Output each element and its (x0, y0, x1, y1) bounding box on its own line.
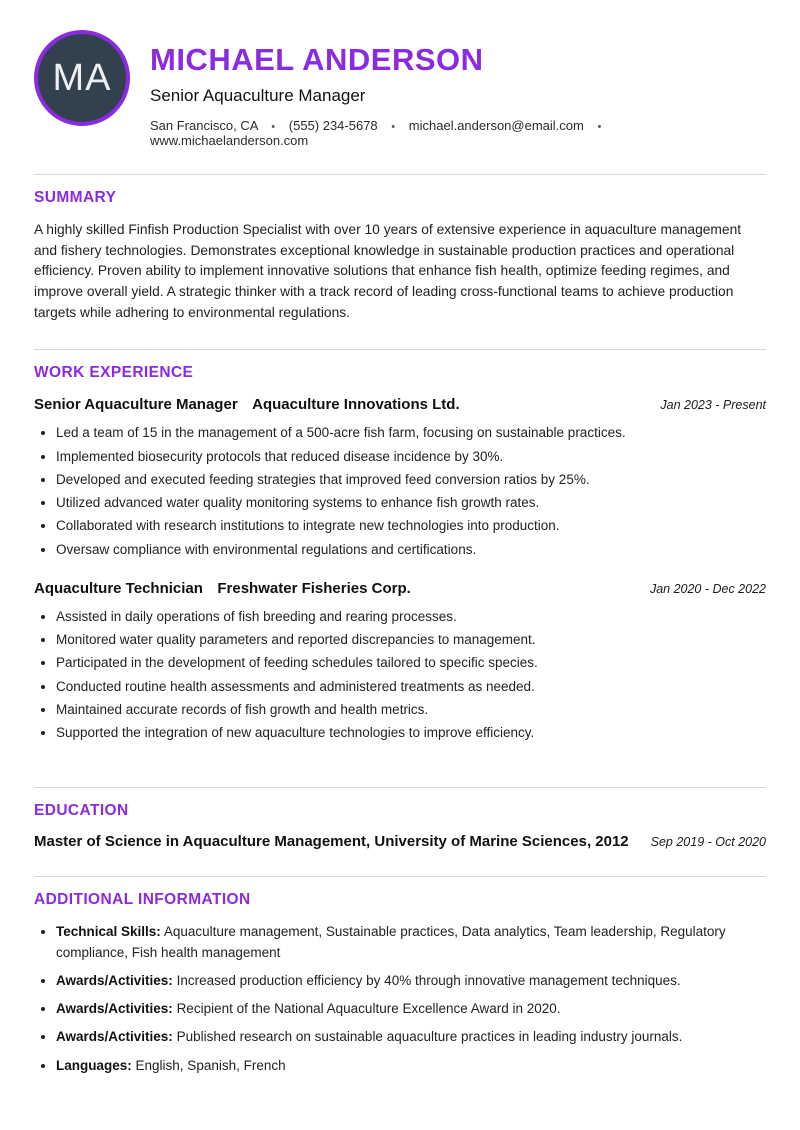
section-divider (34, 876, 766, 877)
bullet-item: • Maintained accurate records of fish growth and health metrics. (56, 700, 766, 720)
bullet-item: • Collaborated with research institutions to integrate new technologies into production. (56, 516, 766, 536)
header-text (150, 30, 766, 148)
additional-list (34, 922, 766, 1076)
additional-item-label: Awards/Activities: (56, 1029, 173, 1045)
job-bullet-list (34, 423, 766, 560)
contact-email: michael.anderson@email.com (408, 118, 584, 133)
avatar-initials: MA (52, 56, 112, 99)
job-role: Aquaculture Technician (34, 579, 203, 597)
bullet-item: • Implemented biosecurity protocols that reduced disease incidence by 30%. (56, 447, 766, 467)
additional-item (56, 1056, 766, 1076)
section-divider (34, 787, 766, 788)
summary-text: A highly skilled Finfish Production Specialist with over 10 years of extensive experience in aquaculture management and fishery technologies. Demonstrates exceptional knowledge in sustainable production practices and operational efficiency. Proven ability to implement innovative solutions that enhance fish health, optimize feeding regimes, and improve overall yield. A strategic thinker with a track record of leading cross-functional teams to achieve production targets while adhering to environmental regulations. (34, 222, 742, 320)
additional-item-text: Increased production efficiency by 40% through innovative management techniques. (176, 972, 681, 988)
additional-item-text: Aquaculture management, Sustainable practices, Data analytics, Team leadership, Regulatory compliance, Fish health management (56, 924, 726, 960)
job-title-line (34, 580, 411, 598)
contact-website: www.michaelanderson.com (150, 133, 309, 148)
separator-dot-icon: • (391, 121, 396, 133)
additional-item (56, 1027, 766, 1047)
job-bullet-list (34, 607, 766, 744)
job-dates: Jan 2020 - Dec 2022 (649, 581, 766, 596)
additional-item (56, 999, 766, 1019)
candidate-name: MICHAEL ANDERSON (150, 42, 484, 77)
additional-item-label: Awards/Activities: (56, 972, 173, 988)
bullet-item: • Utilized advanced water quality monitoring systems to enhance fish growth rates. (56, 493, 766, 513)
work-experience-section (34, 349, 766, 743)
bullet-item: • Developed and executed feeding strategies that improved feed conversion ratios by 25%. (56, 470, 766, 490)
education-dates: Sep 2019 - Oct 2020 (650, 835, 766, 850)
bullet-item: • Monitored water quality parameters and reported discrepancies to management. (56, 630, 766, 650)
bullet-item: • Participated in the development of feeding schedules tailored to specific species. (56, 653, 766, 673)
additional-item-text: Published research on sustainable aquaculture practices in leading industry journals. (176, 1029, 683, 1045)
education-section (34, 787, 766, 850)
bullet-item: • Oversaw compliance with environmental regulations and certifications. (56, 540, 766, 560)
contact-phone: (555) 234-5678 (288, 118, 378, 133)
separator-dot-icon: • (271, 121, 276, 133)
job-entry (34, 580, 766, 744)
additional-item-label: Languages: (56, 1057, 132, 1073)
bullet-item: • Conducted routine health assessments and administered treatments as needed. (56, 677, 766, 697)
resume-header (34, 30, 766, 148)
job-header (34, 580, 766, 598)
summary-heading: SUMMARY (34, 189, 117, 206)
additional-information-section (34, 876, 766, 1076)
job-title-line (34, 396, 460, 414)
additional-information-heading: ADDITIONAL INFORMATION (34, 891, 251, 909)
section-divider (34, 174, 766, 175)
education-heading: EDUCATION (34, 802, 129, 820)
additional-item (56, 971, 766, 991)
additional-item-label: Technical Skills: (56, 924, 161, 940)
education-entry (34, 833, 766, 850)
additional-item (56, 922, 766, 963)
job-entry (34, 396, 766, 560)
bullet-item: • Assisted in daily operations of fish breeding and rearing processes. (56, 607, 766, 627)
work-experience-heading: WORK EXPERIENCE (34, 364, 194, 382)
education-degree: Master of Science in Aquaculture Management, University of Marine Sciences, 2012 (34, 833, 629, 851)
additional-item-text: Recipient of the National Aquaculture Excellence Award in 2020. (176, 1001, 561, 1017)
separator-dot-icon: • (597, 121, 602, 133)
job-header (34, 396, 766, 414)
additional-item-label: Awards/Activities: (56, 1001, 173, 1017)
section-divider (34, 349, 766, 350)
additional-item-text: English, Spanish, French (135, 1057, 286, 1073)
bullet-item: • Supported the integration of new aquaculture technologies to improve efficiency. (56, 723, 766, 743)
candidate-job-title: Senior Aquaculture Manager (150, 86, 366, 105)
contact-location: San Francisco, CA (150, 118, 258, 133)
job-company: Aquaculture Innovations Ltd. (252, 396, 460, 414)
summary-section (34, 174, 766, 323)
job-role: Senior Aquaculture Manager (34, 396, 238, 414)
avatar (34, 30, 130, 126)
job-dates: Jan 2023 - Present (660, 398, 766, 413)
job-company: Freshwater Fisheries Corp. (217, 579, 411, 597)
contact-row (150, 118, 766, 148)
bullet-item: • Led a team of 15 in the management of a 500-acre fish farm, focusing on sustainable practices. (56, 423, 766, 443)
